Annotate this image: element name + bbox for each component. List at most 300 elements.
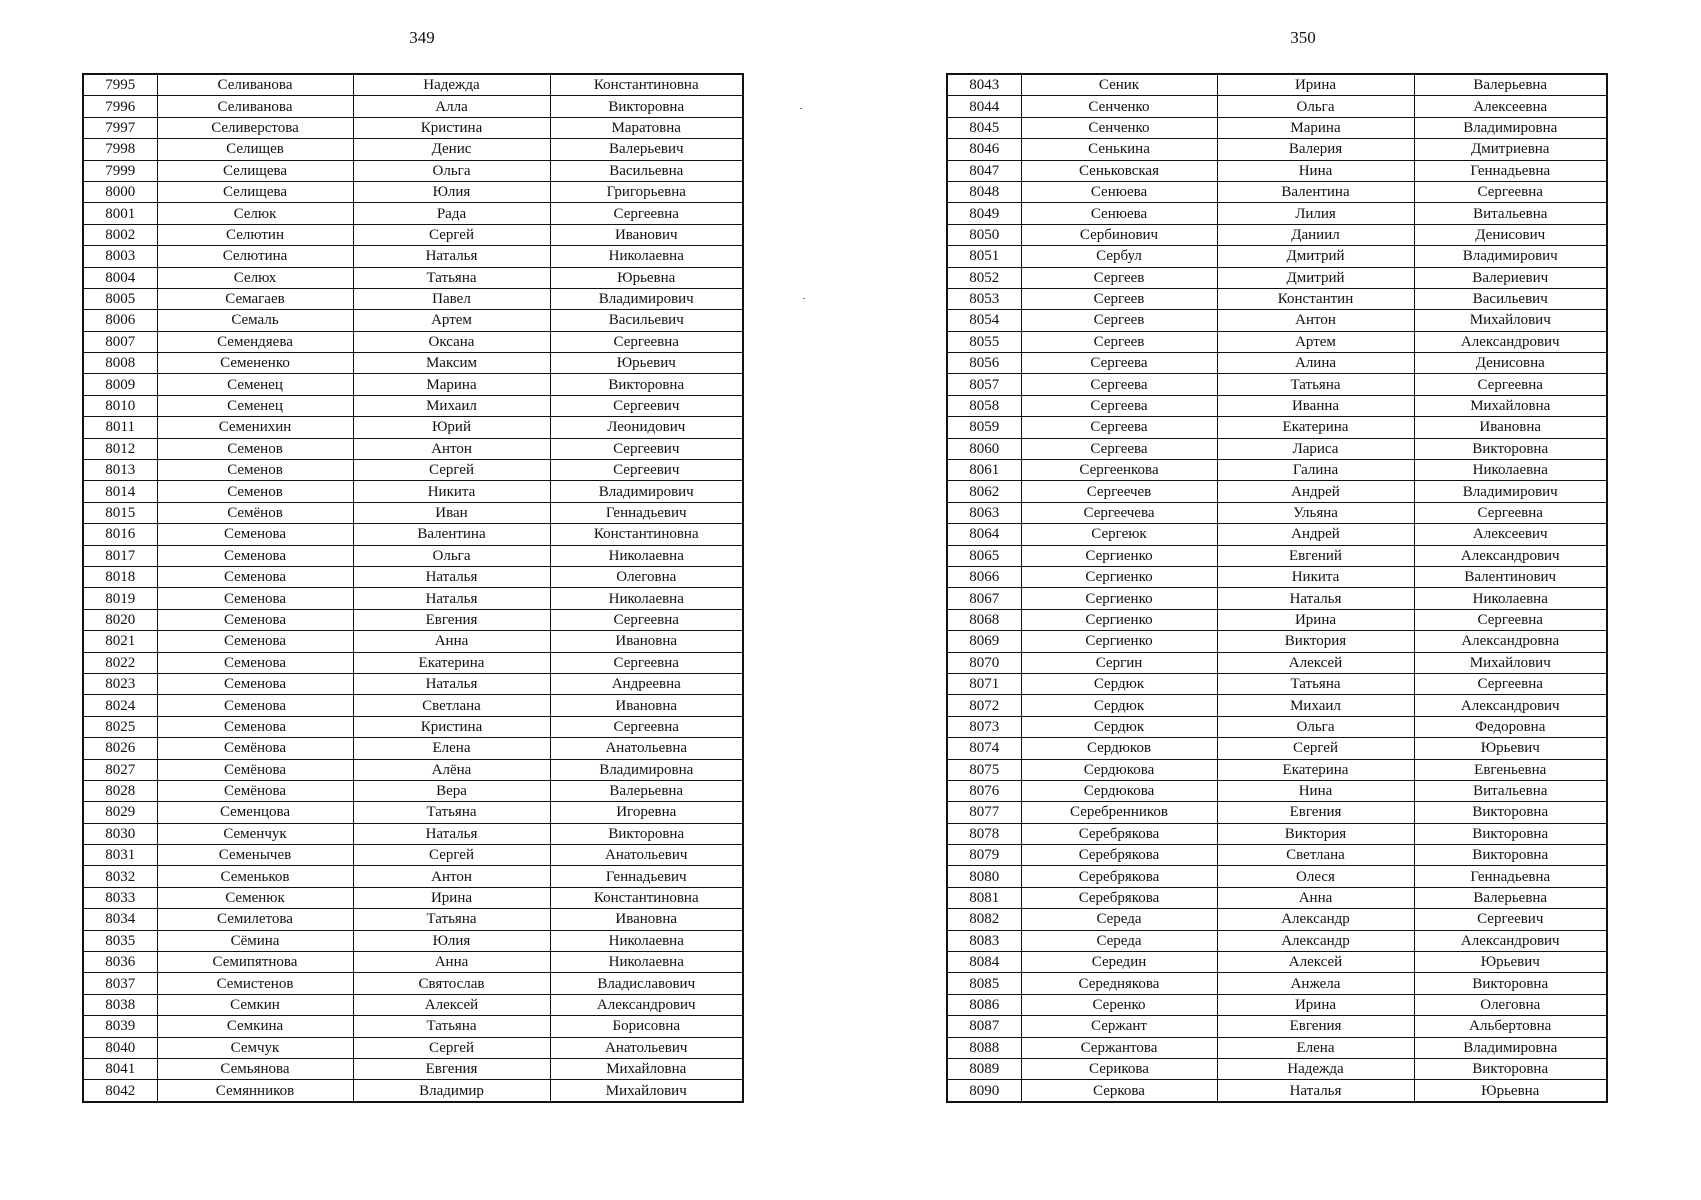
record-number-cell: 8025 <box>83 716 157 737</box>
last-name-cell: Семенец <box>157 374 353 395</box>
patronymic-cell: Николаевна <box>1414 588 1607 609</box>
first-name-cell: Антон <box>1217 310 1414 331</box>
record-number-cell: 8033 <box>83 887 157 908</box>
record-number-cell: 8006 <box>83 310 157 331</box>
patronymic-cell: Алексеевна <box>1414 96 1607 117</box>
table-row <box>947 566 1607 587</box>
first-name-cell: Евгения <box>353 609 550 630</box>
patronymic-cell: Михайлович <box>550 1080 743 1102</box>
table-row <box>83 1058 743 1079</box>
table-row <box>83 160 743 181</box>
patronymic-cell: Олеговна <box>1414 994 1607 1015</box>
first-name-cell: Надежда <box>353 74 550 96</box>
record-number-cell: 8020 <box>83 609 157 630</box>
last-name-cell: Селищев <box>157 139 353 160</box>
last-name-cell: Серебренников <box>1021 802 1217 823</box>
patronymic-cell: Владиславович <box>550 973 743 994</box>
table-row <box>83 652 743 673</box>
first-name-cell: Надежда <box>1217 1058 1414 1079</box>
last-name-cell: Семкин <box>157 994 353 1015</box>
patronymic-cell: Константиновна <box>550 524 743 545</box>
record-number-cell: 8030 <box>83 823 157 844</box>
table-row <box>947 181 1607 202</box>
last-name-cell: Сёмина <box>157 930 353 951</box>
first-name-cell: Екатерина <box>1217 759 1414 780</box>
first-name-cell: Татьяна <box>353 909 550 930</box>
table-row <box>947 673 1607 694</box>
patronymic-cell: Викторовна <box>1414 1058 1607 1079</box>
patronymic-cell: Ивановна <box>550 695 743 716</box>
table-row <box>947 203 1607 224</box>
last-name-cell: Сенькина <box>1021 139 1217 160</box>
table-row <box>83 460 743 481</box>
last-name-cell: Селютина <box>157 246 353 267</box>
patronymic-cell: Владимировна <box>1414 117 1607 138</box>
first-name-cell: Юлия <box>353 930 550 951</box>
record-number-cell: 8041 <box>83 1058 157 1079</box>
record-number-cell: 8080 <box>947 866 1021 887</box>
record-number-cell: 8075 <box>947 759 1021 780</box>
patronymic-cell: Александрович <box>550 994 743 1015</box>
last-name-cell: Семененко <box>157 353 353 374</box>
table-row <box>947 1080 1607 1102</box>
first-name-cell: Галина <box>1217 460 1414 481</box>
last-name-cell: Селюк <box>157 203 353 224</box>
first-name-cell: Татьяна <box>353 267 550 288</box>
roster-table-body <box>947 74 1607 1102</box>
table-row <box>947 139 1607 160</box>
last-name-cell: Сердюк <box>1021 695 1217 716</box>
patronymic-cell: Викторовна <box>550 374 743 395</box>
last-name-cell: Семипятнова <box>157 952 353 973</box>
last-name-cell: Сергеев <box>1021 310 1217 331</box>
table-row <box>947 502 1607 523</box>
first-name-cell: Ольга <box>1217 96 1414 117</box>
table-row <box>83 417 743 438</box>
first-name-cell: Юрий <box>353 417 550 438</box>
record-number-cell: 8074 <box>947 738 1021 759</box>
table-row <box>83 1037 743 1058</box>
record-number-cell: 8040 <box>83 1037 157 1058</box>
record-number-cell: 8071 <box>947 673 1021 694</box>
first-name-cell: Святослав <box>353 973 550 994</box>
table-row <box>947 310 1607 331</box>
first-name-cell: Ирина <box>353 887 550 908</box>
last-name-cell: Сердюкова <box>1021 759 1217 780</box>
table-row <box>947 353 1607 374</box>
last-name-cell: Семёнова <box>157 738 353 759</box>
record-number-cell: 8057 <box>947 374 1021 395</box>
last-name-cell: Сергин <box>1021 652 1217 673</box>
first-name-cell: Алексей <box>353 994 550 1015</box>
table-row <box>83 673 743 694</box>
table-row <box>947 331 1607 352</box>
last-name-cell: Сергеечев <box>1021 481 1217 502</box>
table-row <box>83 74 743 96</box>
last-name-cell: Семендяева <box>157 331 353 352</box>
first-name-cell: Павел <box>353 288 550 309</box>
table-row <box>83 930 743 951</box>
record-number-cell: 8050 <box>947 224 1021 245</box>
last-name-cell: Серебрякова <box>1021 887 1217 908</box>
table-row <box>947 524 1607 545</box>
record-number-cell: 8069 <box>947 631 1021 652</box>
first-name-cell: Кристина <box>353 117 550 138</box>
first-name-cell: Виктория <box>1217 823 1414 844</box>
first-name-cell: Андрей <box>1217 481 1414 502</box>
first-name-cell: Юлия <box>353 181 550 202</box>
record-number-cell: 8043 <box>947 74 1021 96</box>
first-name-cell: Владимир <box>353 1080 550 1102</box>
last-name-cell: Серебрякова <box>1021 866 1217 887</box>
record-number-cell: 8042 <box>83 1080 157 1102</box>
record-number-cell: 8027 <box>83 759 157 780</box>
first-name-cell: Ольга <box>353 545 550 566</box>
table-row <box>947 866 1607 887</box>
last-name-cell: Сердюков <box>1021 738 1217 759</box>
scan-speck <box>803 298 805 299</box>
record-number-cell: 8021 <box>83 631 157 652</box>
table-row <box>83 117 743 138</box>
record-number-cell: 8005 <box>83 288 157 309</box>
table-row <box>83 246 743 267</box>
patronymic-cell: Сергеевна <box>1414 374 1607 395</box>
patronymic-cell: Сергеевна <box>550 652 743 673</box>
first-name-cell: Светлана <box>1217 845 1414 866</box>
last-name-cell: Сергиенко <box>1021 588 1217 609</box>
first-name-cell: Евгения <box>1217 802 1414 823</box>
table-row <box>947 438 1607 459</box>
record-number-cell: 8026 <box>83 738 157 759</box>
table-row <box>947 1058 1607 1079</box>
patronymic-cell: Андреевна <box>550 673 743 694</box>
first-name-cell: Сергей <box>1217 738 1414 759</box>
table-row <box>83 481 743 502</box>
patronymic-cell: Геннадьевна <box>1414 160 1607 181</box>
last-name-cell: Серкова <box>1021 1080 1217 1102</box>
record-number-cell: 8019 <box>83 588 157 609</box>
record-number-cell: 8078 <box>947 823 1021 844</box>
patronymic-cell: Ивановна <box>1414 417 1607 438</box>
patronymic-cell: Маратовна <box>550 117 743 138</box>
first-name-cell: Ирина <box>1217 994 1414 1015</box>
patronymic-cell: Витальевна <box>1414 780 1607 801</box>
table-row <box>947 695 1607 716</box>
first-name-cell: Нина <box>1217 780 1414 801</box>
first-name-cell: Наталья <box>353 246 550 267</box>
record-number-cell: 8035 <box>83 930 157 951</box>
last-name-cell: Семенов <box>157 438 353 459</box>
last-name-cell: Сербинович <box>1021 224 1217 245</box>
first-name-cell: Артем <box>1217 331 1414 352</box>
first-name-cell: Алексей <box>1217 652 1414 673</box>
patronymic-cell: Александрович <box>1414 331 1607 352</box>
table-row <box>947 738 1607 759</box>
table-row <box>947 117 1607 138</box>
patronymic-cell: Константиновна <box>550 74 743 96</box>
record-number-cell: 8084 <box>947 952 1021 973</box>
first-name-cell: Михаил <box>353 395 550 416</box>
record-number-cell: 8060 <box>947 438 1021 459</box>
first-name-cell: Татьяна <box>1217 374 1414 395</box>
patronymic-cell: Владимирович <box>550 288 743 309</box>
last-name-cell: Семенюк <box>157 887 353 908</box>
record-number-cell: 8081 <box>947 887 1021 908</box>
record-number-cell: 7996 <box>83 96 157 117</box>
first-name-cell: Татьяна <box>1217 673 1414 694</box>
last-name-cell: Семенова <box>157 673 353 694</box>
record-number-cell: 8087 <box>947 1016 1021 1037</box>
first-name-cell: Татьяна <box>353 802 550 823</box>
record-number-cell: 8058 <box>947 395 1021 416</box>
last-name-cell: Семенова <box>157 695 353 716</box>
first-name-cell: Рада <box>353 203 550 224</box>
first-name-cell: Михаил <box>1217 695 1414 716</box>
last-name-cell: Сердюкова <box>1021 780 1217 801</box>
table-row <box>83 887 743 908</box>
table-row <box>83 96 743 117</box>
last-name-cell: Сергеенкова <box>1021 460 1217 481</box>
patronymic-cell: Константиновна <box>550 887 743 908</box>
first-name-cell: Дмитрий <box>1217 267 1414 288</box>
table-row <box>947 417 1607 438</box>
first-name-cell: Наталья <box>353 823 550 844</box>
first-name-cell: Алла <box>353 96 550 117</box>
record-number-cell: 8008 <box>83 353 157 374</box>
last-name-cell: Сергеев <box>1021 267 1217 288</box>
last-name-cell: Семкина <box>157 1016 353 1037</box>
last-name-cell: Семенова <box>157 524 353 545</box>
last-name-cell: Семенцова <box>157 802 353 823</box>
patronymic-cell: Александрович <box>1414 695 1607 716</box>
last-name-cell: Сергеечева <box>1021 502 1217 523</box>
page-right <box>851 0 1701 1200</box>
patronymic-cell: Владимирович <box>550 481 743 502</box>
first-name-cell: Елена <box>1217 1037 1414 1058</box>
last-name-cell: Семенова <box>157 609 353 630</box>
patronymic-cell: Александрович <box>1414 930 1607 951</box>
first-name-cell: Антон <box>353 866 550 887</box>
first-name-cell: Анна <box>353 952 550 973</box>
last-name-cell: Середин <box>1021 952 1217 973</box>
table-row <box>947 631 1607 652</box>
patronymic-cell: Геннадьевна <box>1414 866 1607 887</box>
record-number-cell: 7999 <box>83 160 157 181</box>
patronymic-cell: Николаевна <box>550 952 743 973</box>
first-name-cell: Виктория <box>1217 631 1414 652</box>
record-number-cell: 8014 <box>83 481 157 502</box>
table-row <box>947 267 1607 288</box>
record-number-cell: 8072 <box>947 695 1021 716</box>
patronymic-cell: Денисовна <box>1414 353 1607 374</box>
patronymic-cell: Васильевич <box>550 310 743 331</box>
patronymic-cell: Валериевич <box>1414 267 1607 288</box>
table-row <box>83 759 743 780</box>
table-row <box>83 994 743 1015</box>
record-number-cell: 8054 <box>947 310 1021 331</box>
record-number-cell: 8036 <box>83 952 157 973</box>
patronymic-cell: Иванович <box>550 224 743 245</box>
record-number-cell: 8066 <box>947 566 1021 587</box>
first-name-cell: Алина <box>1217 353 1414 374</box>
record-number-cell: 8031 <box>83 845 157 866</box>
first-name-cell: Оксана <box>353 331 550 352</box>
patronymic-cell: Викторовна <box>1414 973 1607 994</box>
first-name-cell: Евгений <box>1217 545 1414 566</box>
page-left <box>0 0 850 1200</box>
roster-table-body <box>83 74 743 1102</box>
record-number-cell: 8022 <box>83 652 157 673</box>
table-row <box>947 909 1607 930</box>
table-row <box>83 609 743 630</box>
first-name-cell: Александр <box>1217 930 1414 951</box>
table-row <box>947 652 1607 673</box>
patronymic-cell: Викторовна <box>1414 845 1607 866</box>
table-row <box>83 866 743 887</box>
last-name-cell: Сергиенко <box>1021 566 1217 587</box>
first-name-cell: Денис <box>353 139 550 160</box>
last-name-cell: Серебрякова <box>1021 823 1217 844</box>
patronymic-cell: Сергеевич <box>550 438 743 459</box>
patronymic-cell: Сергеевич <box>550 460 743 481</box>
patronymic-cell: Владимирович <box>1414 481 1607 502</box>
first-name-cell: Олеся <box>1217 866 1414 887</box>
first-name-cell: Алёна <box>353 759 550 780</box>
record-number-cell: 8002 <box>83 224 157 245</box>
first-name-cell: Валентина <box>353 524 550 545</box>
record-number-cell: 8046 <box>947 139 1021 160</box>
record-number-cell: 7995 <box>83 74 157 96</box>
table-row <box>83 224 743 245</box>
last-name-cell: Сергиенко <box>1021 545 1217 566</box>
first-name-cell: Елена <box>353 738 550 759</box>
last-name-cell: Семагаев <box>157 288 353 309</box>
table-row <box>83 438 743 459</box>
first-name-cell: Сергей <box>353 224 550 245</box>
first-name-cell: Никита <box>1217 566 1414 587</box>
patronymic-cell: Викторовна <box>1414 802 1607 823</box>
first-name-cell: Лилия <box>1217 203 1414 224</box>
patronymic-cell: Юрьевич <box>1414 952 1607 973</box>
table-row <box>947 96 1607 117</box>
patronymic-cell: Борисовна <box>550 1016 743 1037</box>
record-number-cell: 7998 <box>83 139 157 160</box>
patronymic-cell: Сергеевна <box>1414 502 1607 523</box>
record-number-cell: 8059 <box>947 417 1021 438</box>
patronymic-cell: Николаевна <box>550 930 743 951</box>
record-number-cell: 8015 <box>83 502 157 523</box>
table-row <box>947 481 1607 502</box>
record-number-cell: 8037 <box>83 973 157 994</box>
record-number-cell: 8028 <box>83 780 157 801</box>
last-name-cell: Сенюева <box>1021 203 1217 224</box>
last-name-cell: Селюх <box>157 267 353 288</box>
record-number-cell: 8004 <box>83 267 157 288</box>
patronymic-cell: Александровна <box>1414 631 1607 652</box>
table-row <box>947 973 1607 994</box>
patronymic-cell: Валерьевна <box>1414 887 1607 908</box>
table-row <box>83 545 743 566</box>
last-name-cell: Сергиенко <box>1021 631 1217 652</box>
first-name-cell: Анна <box>353 631 550 652</box>
patronymic-cell: Викторовна <box>550 823 743 844</box>
table-row <box>83 502 743 523</box>
table-row <box>83 181 743 202</box>
table-row <box>83 288 743 309</box>
patronymic-cell: Сергеевна <box>1414 181 1607 202</box>
first-name-cell: Ольга <box>353 160 550 181</box>
first-name-cell: Наталья <box>353 673 550 694</box>
record-number-cell: 7997 <box>83 117 157 138</box>
patronymic-cell: Юрьевна <box>550 267 743 288</box>
patronymic-cell: Викторовна <box>1414 438 1607 459</box>
table-row <box>83 203 743 224</box>
last-name-cell: Семенова <box>157 652 353 673</box>
table-row <box>83 588 743 609</box>
last-name-cell: Семистенов <box>157 973 353 994</box>
table-row <box>947 823 1607 844</box>
first-name-cell: Евгения <box>353 1058 550 1079</box>
last-name-cell: Середа <box>1021 909 1217 930</box>
first-name-cell: Вера <box>353 780 550 801</box>
last-name-cell: Селищева <box>157 160 353 181</box>
first-name-cell: Константин <box>1217 288 1414 309</box>
first-name-cell: Анна <box>1217 887 1414 908</box>
first-name-cell: Марина <box>1217 117 1414 138</box>
last-name-cell: Семенихин <box>157 417 353 438</box>
table-row <box>83 1016 743 1037</box>
table-row <box>947 545 1607 566</box>
patronymic-cell: Сергеевна <box>550 609 743 630</box>
table-row <box>947 374 1607 395</box>
patronymic-cell: Юрьевна <box>1414 1080 1607 1102</box>
last-name-cell: Сенченко <box>1021 96 1217 117</box>
last-name-cell: Семенова <box>157 716 353 737</box>
record-number-cell: 8011 <box>83 417 157 438</box>
table-row <box>83 631 743 652</box>
patronymic-cell: Ивановна <box>550 909 743 930</box>
first-name-cell: Валентина <box>1217 181 1414 202</box>
record-number-cell: 8085 <box>947 973 1021 994</box>
table-row <box>947 716 1607 737</box>
last-name-cell: Семенов <box>157 481 353 502</box>
last-name-cell: Семенчук <box>157 823 353 844</box>
record-number-cell: 8056 <box>947 353 1021 374</box>
last-name-cell: Сержант <box>1021 1016 1217 1037</box>
first-name-cell: Наталья <box>1217 588 1414 609</box>
last-name-cell: Селютин <box>157 224 353 245</box>
first-name-cell: Наталья <box>1217 1080 1414 1102</box>
record-number-cell: 8016 <box>83 524 157 545</box>
table-row <box>947 994 1607 1015</box>
table-row <box>83 331 743 352</box>
record-number-cell: 8064 <box>947 524 1021 545</box>
table-row <box>83 845 743 866</box>
table-row <box>83 716 743 737</box>
last-name-cell: Семеньков <box>157 866 353 887</box>
table-row <box>947 588 1607 609</box>
table-row <box>947 74 1607 96</box>
table-row <box>947 887 1607 908</box>
page-number: 349 <box>409 28 435 47</box>
first-name-cell: Лариса <box>1217 438 1414 459</box>
patronymic-cell: Валерьевна <box>1414 74 1607 96</box>
last-name-cell: Серебрякова <box>1021 845 1217 866</box>
last-name-cell: Сердюк <box>1021 716 1217 737</box>
last-name-cell: Середнякова <box>1021 973 1217 994</box>
record-number-cell: 8070 <box>947 652 1021 673</box>
record-number-cell: 8010 <box>83 395 157 416</box>
